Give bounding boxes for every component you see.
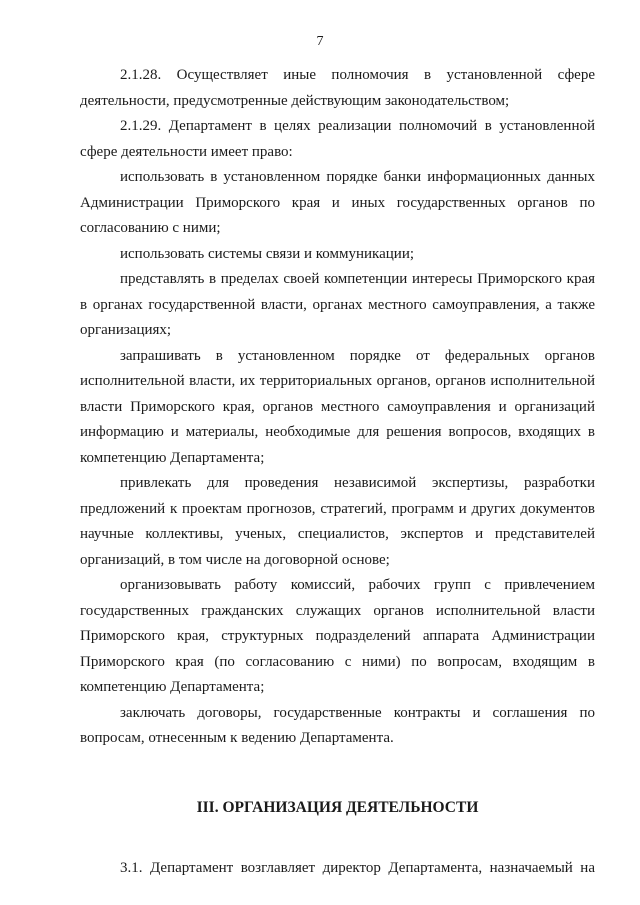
list-item-conclude-contracts: заключать договоры, государственные контракты и соглашения по вопросам, отнесенным к ведению Департамента. [80,704,595,746]
page-number: 7 [316,34,324,49]
list-item-represent-interests: представлять в пределах своей компетенции интересы Приморского края в органах государственной власти, органах местного самоуправления, а также организациях; [80,271,595,338]
paragraph-3-1: 3.1. Департамент возглавляет директор Департамента, назначаемый на [120,860,595,876]
list-item-data-banks: использовать в установленном порядке банки информационных данных Администрации Приморского края и иных государственных органов по согласованию с ними; [80,169,595,236]
list-item-engage-experts: привлекать для проведения независимой экспертизы, разработки предложений к проектам прогнозов, стратегий, программ и других документов научные коллективы, ученых, специалистов, экспертов и представителей организаций, в том числе на договорной основе; [80,475,595,568]
list-item-request-information: запрашивать в установленном порядке от федеральных органов исполнительной власти, их территориальных органов, органов исполнительной власти Приморского края, органов местного самоуправления и организаций информацию и материалы, необходимые для решения вопросов, входящих в компетенцию Департамента; [80,347,595,466]
list-item-organize-commissions: организовывать работу комиссий, рабочих групп с привлечением государственных гражданских служащих органов исполнительной власти Приморского края, структурных подразделений аппарата Администрации Приморского края (по согласованию с ними) по вопросам, входящим в компетенцию Департамента; [80,577,595,695]
document-body [80,63,595,882]
paragraph-2-1-28: 2.1.28. Осуществляет иные полномочия в установленной сфере деятельности, предусмотренные действующим законодательством; [80,67,595,109]
section-heading: III. ОРГАНИЗАЦИЯ ДЕЯТЕЛЬНОСТИ [196,798,479,816]
list-item-communications: использовать системы связи и коммуникации; [120,245,415,262]
paragraph-2-1-29: 2.1.29. Департамент в целях реализации полномочий в установленной сфере деятельности имеет право: [80,118,595,160]
